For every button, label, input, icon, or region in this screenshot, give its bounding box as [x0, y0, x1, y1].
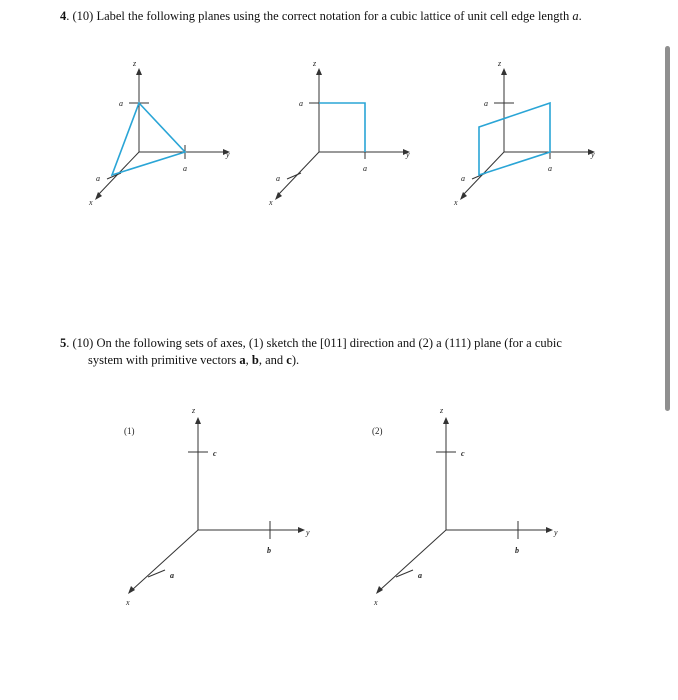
question-5-text-line2: system with primitive vectors: [88, 353, 237, 367]
a-label: a: [484, 99, 488, 108]
a-label: a: [183, 164, 187, 173]
b-label: b: [515, 546, 519, 555]
x-label: x: [374, 598, 378, 607]
z-label: z: [313, 59, 317, 68]
question-5: 5. (10) On the following sets of axes, (1) sketch the [011] direction and (2) a (111) plane (for a cubic system with primitive vectors a, b, and c).: [60, 336, 562, 367]
plane-diagram-2: [265, 55, 425, 215]
x-label: x: [89, 198, 93, 207]
y-label: y: [226, 150, 230, 159]
question-4-points: (10): [72, 9, 94, 23]
a-label: a: [170, 571, 174, 580]
a-label: a: [119, 99, 123, 108]
part-1-label: (1): [124, 426, 135, 436]
question-4: 4. (10) Label the following planes using the correct notation for a cubic lattice of unit cell edge length a.: [60, 9, 582, 23]
a-label: a: [276, 174, 280, 183]
a-label: a: [96, 174, 100, 183]
question-4-text: Label the following planes using the correct notation for a cubic lattice of unit cell edge length: [96, 9, 570, 23]
y-label: y: [591, 150, 595, 159]
z-label: z: [133, 59, 137, 68]
question-4-var: a: [572, 9, 579, 23]
a-label: a: [418, 571, 422, 580]
question-5-text-line1: (10) On the following sets of axes, (1) sketch the [011] direction and (2) a (111) plane (for a cubic: [72, 336, 562, 350]
axes-diagram-1: [110, 400, 330, 615]
plane-diagram-1: [85, 55, 245, 215]
y-label: y: [554, 528, 558, 537]
x-label: x: [269, 198, 273, 207]
y-label: y: [406, 150, 410, 159]
vertical-scrollbar[interactable]: [665, 46, 670, 411]
c-label: c: [213, 449, 217, 458]
z-label: z: [440, 406, 444, 415]
question-4-number: 4: [60, 9, 67, 23]
x-label: x: [454, 198, 458, 207]
c-label: c: [461, 449, 465, 458]
axes-diagram-2: [358, 400, 578, 615]
a-label: a: [299, 99, 303, 108]
question-5-number: 5: [60, 336, 67, 350]
a-label: a: [363, 164, 367, 173]
part-2-label: (2): [372, 426, 383, 436]
a-label: a: [548, 164, 552, 173]
b-label: b: [267, 546, 271, 555]
y-label: y: [306, 528, 310, 537]
z-label: z: [498, 59, 502, 68]
plane-diagram-3: [450, 55, 610, 215]
z-label: z: [192, 406, 196, 415]
a-label: a: [461, 174, 465, 183]
x-label: x: [126, 598, 130, 607]
